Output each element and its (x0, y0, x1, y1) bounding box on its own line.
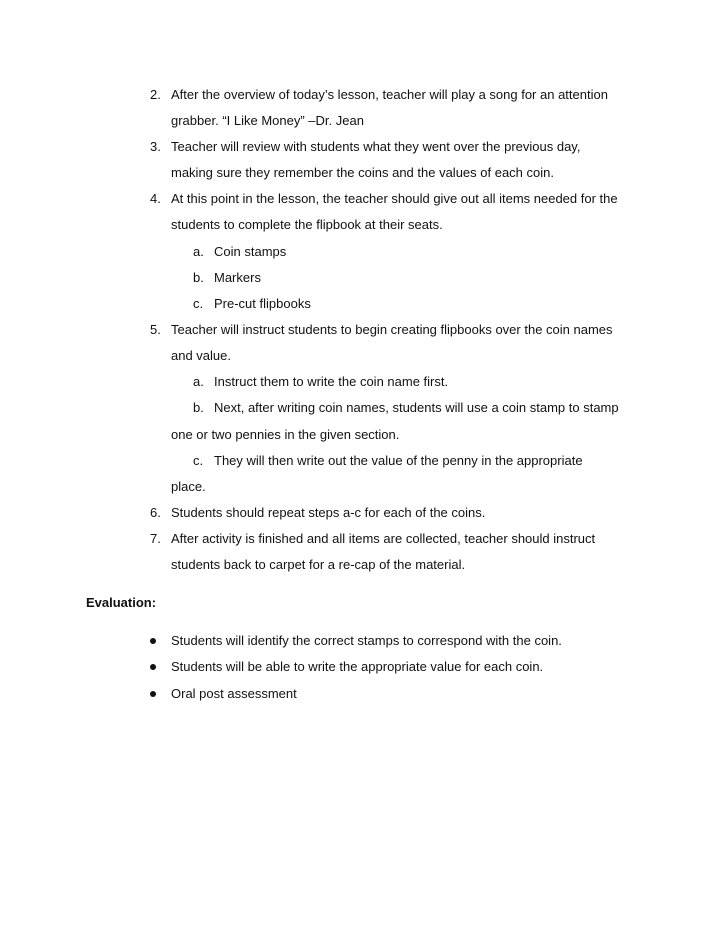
list-number: 2. (150, 87, 161, 102)
list-item-line: After activity is finished and all items are collected, teacher should instruct (171, 531, 596, 546)
list-item-line: Teacher will instruct students to begin creating flipbooks over the coin names (171, 322, 613, 337)
sublist-item: Next, after writing coin names, students will use a coin stamp to stamp (214, 400, 619, 415)
list-item-line: students to complete the flipbook at their seats. (171, 217, 443, 232)
section-heading: Evaluation: (86, 595, 157, 610)
list-number: 3. (150, 139, 161, 154)
sublist-item: Pre-cut flipbooks (214, 296, 311, 311)
sublist-letter: b. (193, 270, 204, 285)
sublist-letter: a. (193, 374, 204, 389)
sublist-item: Instruct them to write the coin name first. (214, 374, 449, 389)
bullet-item: Students will be able to write the appropriate value for each coin. (171, 659, 544, 674)
bullet-item: Oral post assessment (171, 686, 297, 701)
sublist-item-continuation: place. (171, 479, 206, 494)
list-number: 7. (150, 531, 161, 546)
list-item-line: students back to carpet for a re-cap of the material. (171, 557, 466, 572)
sublist-letter: c. (193, 296, 204, 311)
list-item-line: After the overview of today’s lesson, teacher will play a song for an attention (171, 87, 608, 102)
sublist-item-continuation: one or two pennies in the given section. (171, 427, 400, 442)
list-item-line: grabber. “I Like Money” –Dr. Jean (171, 113, 364, 128)
list-number: 6. (150, 505, 161, 520)
list-item-line: At this point in the lesson, the teacher should give out all items needed for the (171, 191, 618, 206)
sublist-letter: c. (193, 453, 204, 468)
list-item-line: Students should repeat steps a-c for each of the coins. (171, 505, 486, 520)
bullet-icon (150, 664, 156, 670)
list-item-line: Teacher will review with students what they went over the previous day, (171, 139, 581, 154)
sublist-item: Coin stamps (214, 244, 287, 259)
sublist-letter: b. (193, 400, 204, 415)
bullet-item: Students will identify the correct stamps to correspond with the coin. (171, 633, 562, 648)
list-item-line: and value. (171, 348, 231, 363)
list-item-line: making sure they remember the coins and the values of each coin. (171, 165, 554, 180)
sublist-letter: a. (193, 244, 204, 259)
bullet-icon (150, 638, 156, 644)
sublist-item: They will then write out the value of the penny in the appropriate (214, 453, 583, 468)
list-number: 4. (150, 191, 161, 206)
list-number: 5. (150, 322, 161, 337)
sublist-item: Markers (214, 270, 261, 285)
bullet-icon (150, 691, 156, 697)
